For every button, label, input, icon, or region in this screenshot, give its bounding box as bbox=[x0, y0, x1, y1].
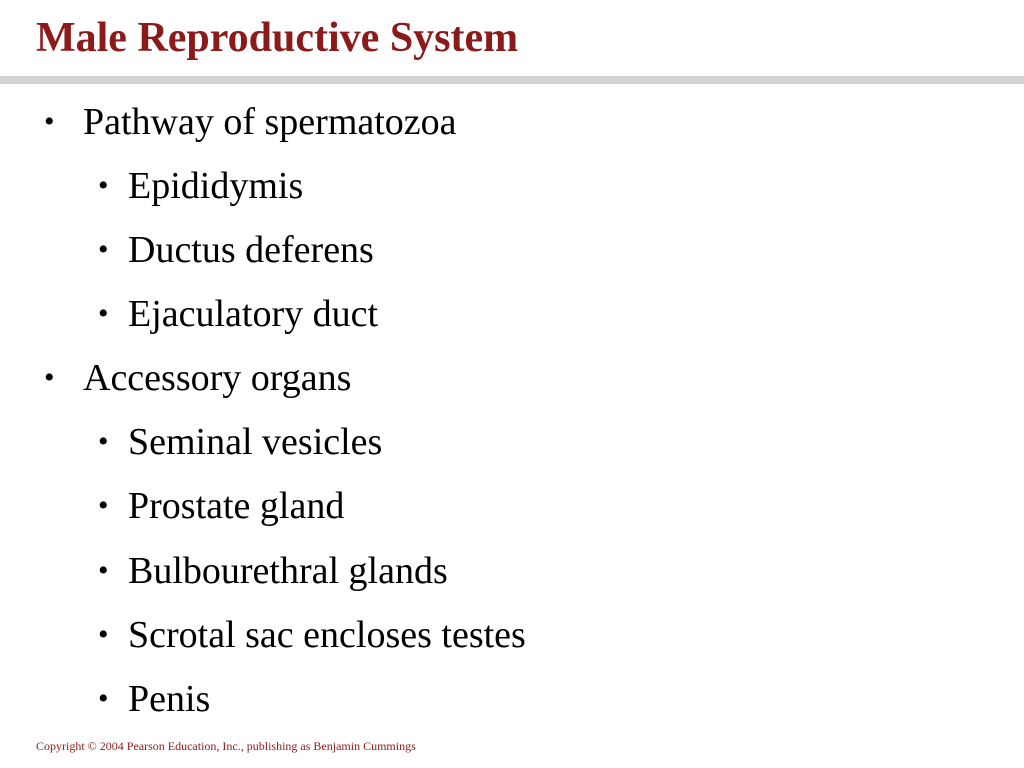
bullet-text: Seminal vesicles bbox=[128, 421, 383, 463]
bullet-icon: • bbox=[44, 361, 55, 394]
bullet-text: Ductus deferens bbox=[128, 229, 374, 271]
bullet-text: Accessory organs bbox=[83, 357, 352, 399]
bullet-icon: • bbox=[98, 554, 109, 587]
bullet-text: Epididymis bbox=[128, 165, 304, 207]
bullet-text: Pathway of spermatozoa bbox=[83, 101, 457, 143]
title-divider bbox=[0, 76, 1024, 84]
bullet-icon: • bbox=[98, 489, 109, 522]
bullet-icon: • bbox=[98, 169, 109, 202]
bullet-icon: • bbox=[98, 297, 109, 330]
bullet-text: Prostate gland bbox=[128, 485, 345, 527]
bullet-icon: • bbox=[98, 618, 109, 651]
slide-title: Male Reproductive System bbox=[36, 15, 519, 61]
copyright-footer: Copyright © 2004 Pearson Education, Inc., publishing as Benjamin Cummings bbox=[36, 739, 416, 753]
bullet-text: Bulbourethral glands bbox=[128, 550, 448, 592]
bullet-text: Scrotal sac encloses testes bbox=[128, 614, 526, 656]
bullet-icon: • bbox=[98, 682, 109, 715]
bullet-icon: • bbox=[44, 105, 55, 138]
bullet-icon: • bbox=[98, 233, 109, 266]
bullet-icon: • bbox=[98, 425, 109, 458]
bullet-text: Penis bbox=[128, 678, 211, 720]
bullet-text: Ejaculatory duct bbox=[128, 293, 379, 335]
